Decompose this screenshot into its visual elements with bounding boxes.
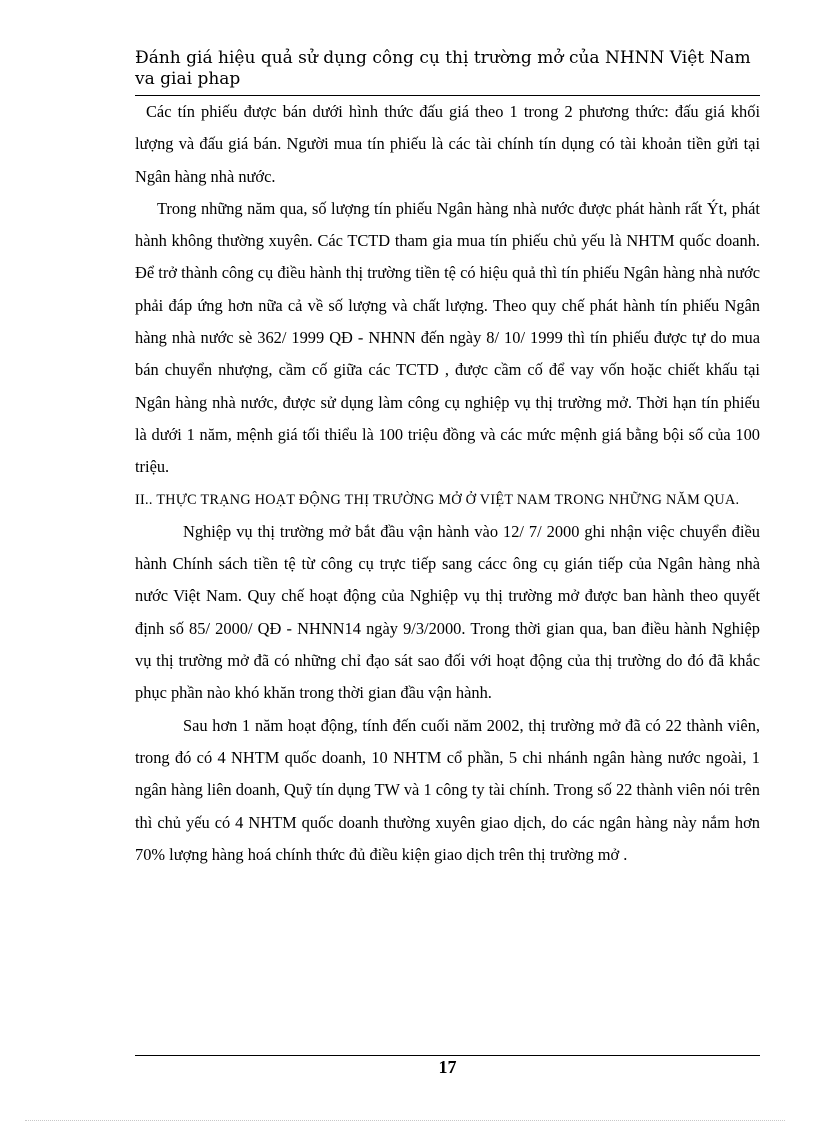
paragraph: Sau hơn 1 năm hoạt động, tính đến cuối năm 2002, thị trường mở đã có 22 thành viên, trong đó có 4 NHTM quốc doanh, 10 NHTM cổ phần, 5 chi nhánh ngân hàng nước ngoài, 1 ngân hàng liên doanh, Quỹ tín dụng TW và 1 công ty tài chính. Trong số 22 thành viên nói trên thì chủ yếu có 4 NHTM quốc doanh thường xuyên giao dịch, do các ngân hàng này nắm hơn 70% lượng hàng hoá chính thức đủ điều kiện giao dịch trên thị trường mở . [135, 715, 760, 864]
page-number: 17 [438, 1057, 457, 1077]
paragraph: Trong những năm qua, số lượng tín phiếu Ngân hàng nhà nước được phát hành rất Ýt, phát hành không thường xuyên. Các TCTD tham gia mua tín phiếu chủ yếu là NHTM quốc doanh. Để trở thành công cụ điều hành thị trường tiền tệ có hiệu quả thì tín phiếu Ngân hàng nhà nước phải đáp ứng hơn nữa cả về số lượng và chất lượng. Theo quy chế phát hành tín phiếu Ngân hàng nhà nước sè 362/ 1999 QĐ - NHNN đến ngày 8/ 10/ 1999 thì tín phiếu được tự do mua bán chuyển nhượng, cầm cố giữa các TCTD , được cầm cố để vay vốn hoặc chiết khấu tại Ngân hàng nhà nước, được sử dụng làm công cụ nghiệp vụ thị trường mở. Thời hạn tín phiếu là dưới 1 năm, mệnh giá tối thiểu là 100 triệu đồng và các mức mệnh giá bằng bội số của 100 triệu. [135, 198, 760, 477]
paragraph: Nghiệp vụ thị trường mở bắt đầu vận hành vào 12/ 7/ 2000 ghi nhận việc chuyển điều hành Chính sách tiền tệ từ công cụ trực tiếp sang cácc ông cụ gián tiếp của Ngân hàng nhà nước Việt Nam. Quy chế hoạt động của Nghiệp vụ thị trường mở được ban hành theo quyết định số 85/ 2000/ QĐ - NHNN14 ngày 9/3/2000. Trong thời gian qua, ban điều hành Nghiệp vụ thị trường mở đã có những chỉ đạo sát sao đối với hoạt động của thị trường do đó đã khắc phục phần nào khó khăn trong thời gian đầu vận hành. [135, 521, 760, 703]
section-heading: II.. THỰC TRẠNG HOẠT ĐỘNG THỊ TRƯỜNG MỞ Ở VIỆT NAM TRONG NHỮNG NĂM QUA. [135, 491, 740, 508]
page-edge-dotted-line [25, 1120, 785, 1121]
paragraph: Các tín phiếu được bán dưới hình thức đấu giá theo 1 trong 2 phương thức: đấu giá khối lượng và đấu giá bán. Người mua tín phiếu là các tài chính tín dụng có tài khoản tiền gửi tại Ngân hàng nhà nước. [135, 102, 760, 186]
body-text [135, 96, 760, 871]
running-header: Đánh giá hiệu quả sử dụng công cụ thị trường mở của NHNN Việt Nam va giai phap [135, 48, 751, 89]
